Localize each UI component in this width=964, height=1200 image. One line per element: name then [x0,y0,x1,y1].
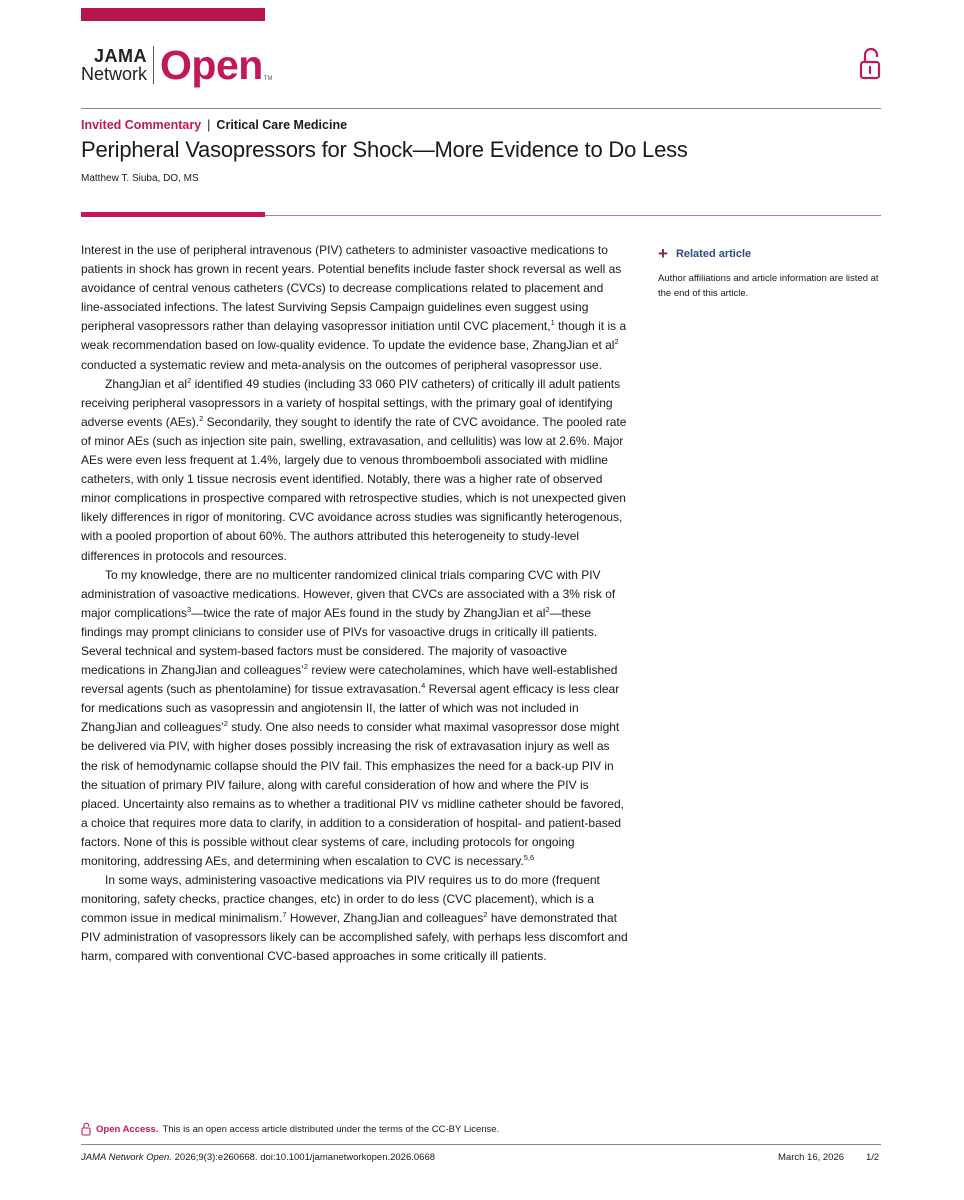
body-paragraph [81,241,629,375]
citation-reference[interactable]: 1 [550,318,555,328]
citation-reference[interactable]: 2 [223,719,228,729]
paragraph-text: To my knowledge, there are no multicenter randomized clinical trials comparing CVC with PIV administration of vasoactive medications. However, given that CVCs are associated with a 3% risk of major complications [81,567,616,620]
paragraph-text: conducted a systematic review and meta-analysis on the outcomes of peripheral vasopressor use. [81,357,602,372]
logo-wordmark-jama [81,47,147,83]
body-paragraph [81,566,629,872]
open-lock-icon [858,46,882,82]
citation-reference[interactable]: 4 [421,681,426,691]
paragraph-text: —twice the rate of major AEs found in the study by ZhangJian et al [191,605,546,620]
paragraph-text: However, ZhangJian and colleagues [286,911,484,926]
citation-reference[interactable]: 2 [614,337,619,347]
citation-reference[interactable]: 2 [199,413,204,423]
article-type: Invited Commentary [81,118,202,132]
citation-reference[interactable]: 2 [303,662,308,672]
article-specialty: Critical Care Medicine [216,118,348,132]
paragraph-text: Interest in the use of peripheral intravenous (PIV) catheters to administer vasoactive medications to patients in shock has grown in recent years. Potential benefits include faster shock reversal as well as avoidance of central venous catheters (CVCs) to decrease complications related to placement and line-associated infections. The latest Surviving Sepsis Campaign guidelines even suggest using peripheral vasopressors rather than delaying vasopressor initiation until CVC placement, [81,243,622,334]
citation-reference[interactable]: 2 [187,375,192,385]
article-title: Peripheral Vasopressors for Shock—More Evidence to Do Less [81,137,688,162]
title-accent-line [265,215,881,216]
publication-date: March 16, 2026 [778,1152,845,1163]
open-lock-icon [81,1122,91,1136]
body-paragraph [81,871,629,966]
citation-details: 2026;9(3):e260668. doi:10.1001/jamanetworkopen.2026.0668 [171,1152,436,1163]
logo-network-text: Network [81,64,148,84]
paragraph-text: —these findings may prompt clinicians to consider use of PIVs for vasoactive drugs in critically ill patients. Several technical and system-based factors must be considered. The majority of vasoactive medications in ZhangJian and colleagues’ [81,605,598,678]
paragraph-text: ZhangJian et al [105,376,188,391]
citation-reference[interactable]: 3 [187,604,192,614]
paragraph-text: study. One also needs to consider what maximal vasopressor dose might be delivered via PIV, with higher doses possibly increasing the risk of extravasation injury as well as the risk of hemodynamic collapse should the PIV fail. This emphasizes the need for a back-up PIV in the situation of primary PIV failure, along with careful consideration of how and where the PIV is placed. Uncertainty also remains as to whether a traditional PIV vs midline catheter should be favored, a choice that requires more data to clarify, in addition to a consideration of hospital- and patient-based factors. None of this is possible without clear systems of care, including protocols for ongoing monitoring, addressing AEs, and determining when escalation to CVC is necessary. [81,720,624,868]
kicker-separator: | [207,118,211,132]
title-accent-bar [81,212,265,217]
open-access-notice [81,1122,499,1136]
logo-divider [153,46,154,84]
header-divider [81,108,881,109]
citation [81,1152,435,1163]
citation-reference[interactable]: 7 [282,910,287,920]
citation-reference[interactable]: 5,6 [523,853,535,862]
citation-reference[interactable]: 2 [483,910,488,920]
paragraph-text: Reversal agent efficacy is less clear for medications such as vasopressin and angiotensin II, the latter of which was not included in ZhangJian and colleagues’ [81,682,620,735]
citation-reference[interactable]: 2 [545,604,550,614]
body-paragraph [81,375,629,566]
plus-icon: + [658,244,668,263]
logo-open-text: Open [160,41,263,88]
open-access-label: Open Access. [96,1123,159,1135]
open-access-text: This is an open access article distributed under the terms of the CC-BY License. [162,1123,500,1135]
paragraph-text: identified 49 studies (including 33 060 PIV catheters) of critically ill adult patients receiving peripheral vasopressors in a variety of hospital settings, with the primary goal of identifying adverse events (AEs). [81,376,621,429]
page-number: 1/2 [866,1152,880,1163]
article-author: Matthew T. Siuba, DO, MS [81,173,199,184]
logo-trademark: TM [263,76,273,82]
paragraph-text: though it is a weak recommendation based on low-quality evidence. To update the evidence base, ZhangJian et al [81,319,627,353]
footer-divider [81,1144,881,1145]
article-body [81,241,629,967]
journal-logo[interactable] [81,41,273,88]
related-article-label: Related article [675,247,752,260]
paragraph-text: have demonstrated that PIV administration of vasopressors likely can be accomplished safely, with perhaps less discomfort and harm, compared with conventional CVC-based approaches in some critically ill patients. [81,911,628,964]
related-article-link[interactable] [658,245,751,262]
citation-journal: JAMA Network Open. [81,1152,172,1163]
paragraph-text: review were catecholamines, which have well-established reversal agents (such as phentolamine) for tissue extravasation. [81,663,618,697]
logo-jama-text: JAMA [94,46,148,66]
author-info-note: Author affiliations and article information are listed at the end of this article. [658,273,879,299]
paragraph-text: In some ways, administering vasoactive medications via PIV requires us to do more (frequent monitoring, safety checks, practice changes, etc) in order to do less (CVC placement), which is a common issue in medical minimalism. [81,873,600,926]
top-accent-bar [81,8,265,21]
article-kicker [81,118,347,132]
paragraph-text: Secondarily, they sought to identify the rate of CVC avoidance. The pooled rate of minor AEs (such as injection site pain, swelling, extravasation, and cellulitis) was low at 2.6%. Major AEs were even less frequent at 1.4%, largely due to venous thromboemboli associated with midline catheters, with only 1 tissue necrosis event identified. Notably, there was a higher rate of observed minor complications in prospective compared with retrospective studies, which is not unexpected given likely differences in rigor of monitoring. CVC avoidance across studies was significantly heterogenous, with a pooled proportion of about 60%. The authors attributed this heterogeneity to study-level differences in protocols and resources. [81,414,627,563]
